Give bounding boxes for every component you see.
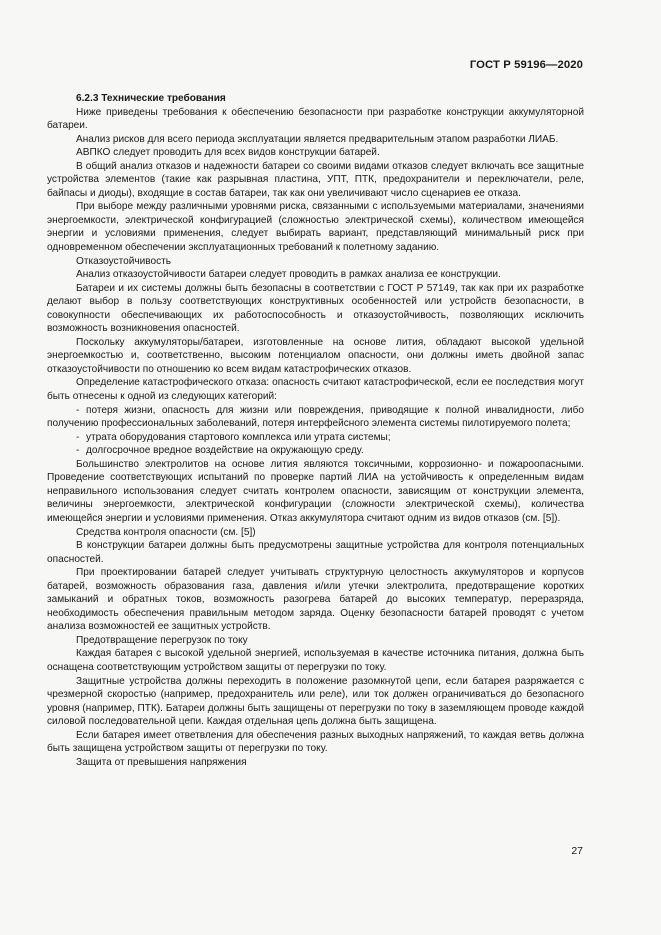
list-item bbox=[47, 431, 584, 445]
list-item-text: потеря жизни, опасность для жизни или повреждения, приводящие к полной инвалидности, либо получению профессиональных заболеваний, потеря интерфейсного элемента системы пилотируемого полета; bbox=[47, 404, 584, 430]
list-item bbox=[47, 404, 584, 431]
paragraph: Определение катастрофического отказа: опасность считают катастрофической, если ее последствия могут быть отнесены к одной из следующих категорий: bbox=[47, 377, 584, 403]
paragraph: При проектировании батарей следует учитывать структурную целостность аккумуляторов и корпусов батарей, возможность образования газа, давления и/или утечки электролита, предотвращение коротких замыканий и обратных токов, возможность разогрева батарей до высоких температур, переразряда, необходимость обеспечения правильным методом заряда. Оценку безопасности батарей проводят с учетом анализа возможностей ее защитных устройств. bbox=[47, 567, 584, 633]
subheading: Предотвращение перегрузок по току bbox=[76, 634, 248, 646]
paragraph: Анализ рисков для всего периода эксплуатации является предварительным этапом разработки ЛИАБ. bbox=[76, 133, 559, 145]
dash-marker: - bbox=[76, 445, 80, 457]
list-item-text: долгосрочное вредное воздействие на окружающую среду. bbox=[86, 445, 364, 457]
paragraph: Поскольку аккумуляторы/батареи, изготовленные на основе лития, обладают высокой удельной энергоемкостью и, соответственно, высоким потенциалом опасности, они должны иметь двойной запас отказоустойчивости по отношению ко всем видам катастрофических отказов. bbox=[47, 336, 584, 375]
dash-marker: - bbox=[76, 431, 80, 443]
page-number: 27 bbox=[571, 845, 583, 857]
paragraph: АВПКО следует проводить для всех видов конструкции батарей. bbox=[76, 147, 380, 159]
subheading: Защита от превышения напряжения bbox=[76, 756, 247, 768]
paragraph: Если батарея имеет ответвления для обеспечения разных выходных напряжений, то каждая ветвь должна быть защищена устройством защиты от перегрузки по току. bbox=[47, 729, 584, 755]
dash-marker: - bbox=[76, 404, 80, 416]
subheading: Отказоустойчивость bbox=[76, 255, 172, 267]
paragraph: В общий анализ отказов и надежности батареи со своими видами отказов следует включать все защитные устройства элементов (такие как разрывная пластина, УПТ, ПТК, предохранители и переключатели, реле, байпасы и диоды), входящие в состав батареи, так как они увеличивают число сценариев ее отказа. bbox=[47, 160, 584, 199]
paragraph: Ниже приведены требования к обеспечению безопасности при разработке конструкции аккумуляторной батареи. bbox=[47, 106, 584, 132]
document-body bbox=[47, 92, 584, 769]
paragraph: Анализ отказоустойчивости батареи следует проводить в рамках анализа ее конструкции. bbox=[76, 269, 501, 281]
document-header: ГОСТ Р 59196—2020 bbox=[469, 59, 583, 71]
section-heading: 6.2.3 Технические требования bbox=[76, 93, 226, 104]
paragraph: Большинство электролитов на основе лития являются токсичными, коррозионно- и пожароопасными. Проведение соответствующих испытаний по проверке партий ЛИА на устойчивость к определенным видам неправильного использования следует считать контролем опасности, зависящим от конструкции элемента, величины энергоемкости, электрической конфигурации (сложности электрической схемы), количества имеющейся энергии и условиями применения. Отказ аккумулятора считают одним из видов отказов (см. [5]). bbox=[47, 458, 584, 524]
paragraph: Защитные устройства должны переходить в положение разомкнутой цепи, если батарея разряжается с чрезмерной скоростью (например, предохранитель или реле), или ток должен ограничиваться до безопасного уровня (например, ПТК). Батареи должны быть защищены от перегрузки по току в заземляющем проводе каждой силовой последовательной цепи. Каждая отдельная цепь должна быть защищена. bbox=[47, 675, 584, 728]
paragraph: При выборе между различными уровнями риска, связанными с используемыми материалами, значениями энергоемкости, электрической конфигурацией (сложностью электрической схемы), количеством имеющейся энергии и условиями применения, следует выбирать вариант, представляющий минимальный риск при одновременном обеспечении эксплуатационных требований к полетному заданию. bbox=[47, 201, 584, 254]
paragraph: Каждая батарея с высокой удельной энергией, используемая в качестве источника питания, должна быть оснащена соответствующим устройством защиты от перегрузки по току. bbox=[47, 648, 584, 673]
paragraph: Батареи и их системы должны быть безопасны в соответствии с ГОСТ Р 57149, так как при их разработке делают выбор в пользу соответствующих конструктивных особенностей или устройств безопасности, в совокупности обеспечивающих их работоспособность и отказоустойчивость, позволяющих исключить возможность возникновения опасностей. bbox=[47, 282, 584, 335]
list-item bbox=[47, 444, 584, 458]
paragraph: В конструкции батареи должны быть предусмотрены защитные устройства для контроля потенциальных опасностей. bbox=[47, 540, 584, 565]
list-item-text: утрата оборудования стартового комплекса или утрата системы; bbox=[86, 431, 391, 443]
subheading: Средства контроля опасности (см. [5]) bbox=[76, 526, 256, 538]
